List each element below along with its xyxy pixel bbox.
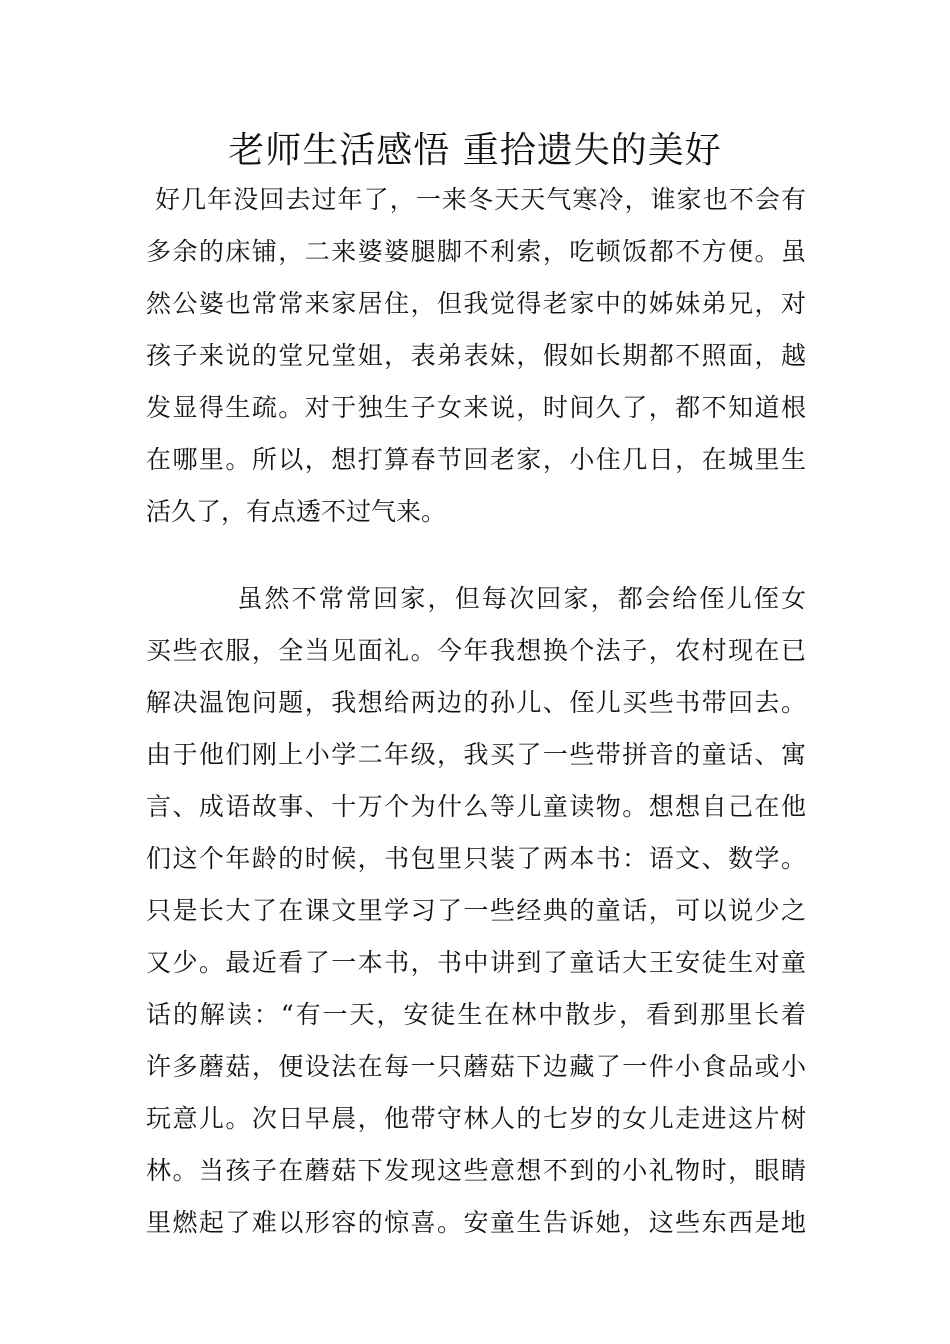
- text-line: 林。当孩子在蘑菇下发现这些意想不到的小礼物时，眼睛: [146, 1156, 806, 1185]
- text-line: 们这个年龄的时候，书包里只装了两本书：语文、数学。: [146, 844, 806, 873]
- text-line: 在哪里。所以，想打算春节回老家，小住几日，在城里生: [146, 445, 806, 474]
- text-line: 玩意儿。次日早晨，他带守林人的七岁的女儿走进这片树: [146, 1104, 806, 1133]
- text-line: 好几年没回去过年了，一来冬天天气寒冷，谁家也不会有: [146, 185, 806, 214]
- document-title: 老师生活感悟 重拾遗失的美好: [228, 130, 722, 171]
- text-line: 虽然不常常回家，但每次回家，都会给侄儿侄女: [146, 584, 806, 613]
- text-line: 话的解读：“有一天，安徒生在林中散步，看到那里长着: [146, 1000, 806, 1029]
- paragraph-1: [146, 174, 806, 538]
- paragraph-2: [146, 573, 806, 1249]
- text-line: 言、成语故事、十万个为什么等儿童读物。想想自己在他: [146, 792, 806, 821]
- text-line: 许多蘑菇，便设法在每一只蘑菇下边藏了一件小食品或小: [146, 1052, 806, 1081]
- text-line: 解决温饱问题，我想给两边的孙儿、侄儿买些书带回去。: [146, 688, 806, 717]
- text-line: 又少。最近看了一本书，书中讲到了童话大王安徒生对童: [146, 948, 806, 977]
- text-line: 买些衣服，全当见面礼。今年我想换个法子，农村现在已: [146, 636, 806, 665]
- text-line: 多余的床铺，二来婆婆腿脚不利索，吃顿饭都不方便。虽: [146, 237, 806, 266]
- text-line: 发显得生疏。对于独生子女来说，时间久了，都不知道根: [146, 393, 806, 422]
- text-line: 由于他们刚上小学二年级，我买了一些带拼音的童话、寓: [146, 740, 806, 769]
- text-line: 孩子来说的堂兄堂姐，表弟表妹，假如长期都不照面，越: [146, 341, 806, 370]
- text-line: 然公婆也常常来家居住，但我觉得老家中的姊妹弟兄，对: [146, 289, 806, 318]
- text-line: 里燃起了难以形容的惊喜。安童生告诉她，这些东西是地: [146, 1208, 806, 1237]
- text-line: 活久了，有点透不过气来。: [146, 497, 447, 526]
- text-line: 只是长大了在课文里学习了一些经典的童话，可以说少之: [146, 896, 806, 925]
